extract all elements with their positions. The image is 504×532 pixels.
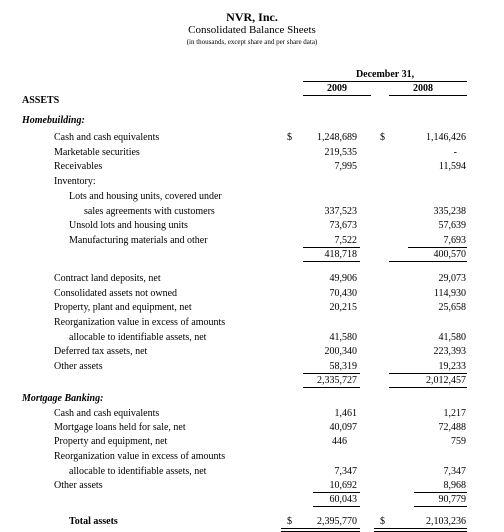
currency-symbol: $ — [380, 516, 385, 527]
value-2009: 49,906 — [329, 273, 357, 284]
total-assets-double-rule-2008 — [374, 528, 467, 532]
statement-subtitle: (in thousands, except share and per share data) — [186, 38, 318, 46]
period-underline — [303, 81, 467, 82]
subtotal-rule-2008 — [414, 492, 467, 493]
value-2009: 10,692 — [329, 480, 357, 491]
total-assets-label: Total assets — [69, 516, 118, 527]
value-2009: 7,522 — [334, 235, 357, 246]
value-2009: 446 — [332, 436, 347, 447]
value-2008: 223,393 — [433, 346, 466, 357]
header-rule-2008 — [389, 95, 467, 96]
company-name: NVR, Inc. — [226, 10, 278, 24]
value-2008: 8,968 — [443, 480, 466, 491]
row-label: allocable to identifiable assets, net — [69, 332, 207, 343]
value-2009: 1,248,689 — [317, 132, 357, 143]
currency-symbol: $ — [287, 132, 292, 143]
value-2009: 7,995 — [334, 161, 357, 172]
value-2009: 20,215 — [329, 302, 357, 313]
value-2008: 759 — [451, 436, 466, 447]
total-assets-2009: 2,395,770 — [317, 516, 357, 527]
total-rule-2008 — [414, 506, 467, 507]
homebuilding-total-2008: 2,012,457 — [426, 375, 466, 386]
inventory-total-2008: 400,570 — [433, 249, 466, 260]
value-2008: 114,930 — [433, 288, 466, 299]
value-2009: 73,673 — [329, 220, 357, 231]
value-2009: 337,523 — [324, 206, 357, 217]
row-label: Cash and cash equivalents — [54, 408, 160, 419]
value-2008: 72,488 — [438, 422, 466, 433]
row-label: Property, plant and equipment, net — [54, 302, 192, 313]
value-2009: 1,461 — [334, 408, 357, 419]
value-2008: 57,639 — [438, 220, 466, 231]
assets-heading: ASSETS — [22, 95, 60, 106]
row-label: Contract land deposits, net — [54, 273, 161, 284]
total-rule-2009 — [313, 506, 360, 507]
row-label: allocable to identifiable assets, net — [69, 466, 207, 477]
value-2008: 1,146,426 — [426, 132, 466, 143]
value-2009: 200,340 — [324, 346, 357, 357]
column-header-2009: 2009 — [327, 83, 347, 94]
inventory-total-2009: 418,718 — [324, 249, 357, 260]
homebuilding-total-2009: 2,335,727 — [317, 375, 357, 386]
subtotal-rule-2008 — [408, 247, 467, 248]
value-2008: 335,238 — [433, 206, 466, 217]
inventory-total-rule-2008 — [389, 261, 467, 262]
value-2009: 58,319 — [329, 361, 357, 372]
homebuilding-heading: Homebuilding: — [22, 115, 85, 126]
subtotal-rule-2008 — [389, 373, 467, 374]
row-label: Receivables — [54, 161, 103, 172]
row-label: Mortgage loans held for sale, net — [54, 422, 186, 433]
row-label: Other assets — [54, 480, 103, 491]
value-2008: 25,658 — [438, 302, 466, 313]
value-2009: 41,580 — [329, 332, 357, 343]
row-label: Marketable securities — [54, 147, 140, 158]
row-label: Inventory: — [54, 176, 96, 187]
mortgage-total-2009: 60,043 — [329, 494, 357, 505]
total-assets-double-rule-2009 — [281, 528, 360, 532]
row-label: sales agreements with customers — [84, 206, 215, 217]
total-assets-2008: 2,103,236 — [426, 516, 466, 527]
subtotal-rule-2009 — [303, 373, 360, 374]
value-2008: - — [453, 147, 457, 158]
value-2008: 11,594 — [438, 161, 466, 172]
currency-symbol: $ — [287, 516, 292, 527]
row-label: Property and equipment, net — [54, 436, 168, 447]
value-2008: 7,347 — [443, 466, 466, 477]
subtotal-rule-2009 — [303, 247, 360, 248]
subtotal-rule-2009 — [313, 492, 360, 493]
total-rule-2009 — [303, 387, 360, 388]
row-label: Unsold lots and housing units — [69, 220, 188, 231]
value-2009: 7,347 — [334, 466, 357, 477]
row-label: Cash and cash equivalents — [54, 132, 160, 143]
mortgage-total-2008: 90,779 — [438, 494, 466, 505]
inventory-total-rule-2009 — [303, 261, 360, 262]
row-label: Deferred tax assets, net — [54, 346, 148, 357]
currency-symbol: $ — [380, 132, 385, 143]
value-2008: 29,073 — [438, 273, 466, 284]
mortgage-banking-heading: Mortgage Banking: — [22, 393, 104, 404]
statement-title: Consolidated Balance Sheets — [188, 24, 316, 36]
value-2008: 41,580 — [438, 332, 466, 343]
period-label: December 31, — [355, 69, 415, 80]
value-2008: 19,233 — [438, 361, 466, 372]
value-2009: 40,097 — [329, 422, 357, 433]
row-label: Other assets — [54, 361, 103, 372]
row-label: Consolidated assets not owned — [54, 288, 178, 299]
value-2008: 1,217 — [443, 408, 466, 419]
row-label: Manufacturing materials and other — [69, 235, 208, 246]
total-rule-2008 — [389, 387, 467, 388]
header-rule-2009 — [303, 95, 371, 96]
row-label: Reorganization value in excess of amounts — [54, 451, 226, 462]
row-label: Lots and housing units, covered under — [69, 191, 222, 202]
row-label: Reorganization value in excess of amounts — [54, 317, 226, 328]
column-header-2008: 2008 — [413, 83, 433, 94]
value-2009: 70,430 — [329, 288, 357, 299]
value-2009: 219,535 — [324, 147, 357, 158]
value-2008: 7,693 — [443, 235, 466, 246]
